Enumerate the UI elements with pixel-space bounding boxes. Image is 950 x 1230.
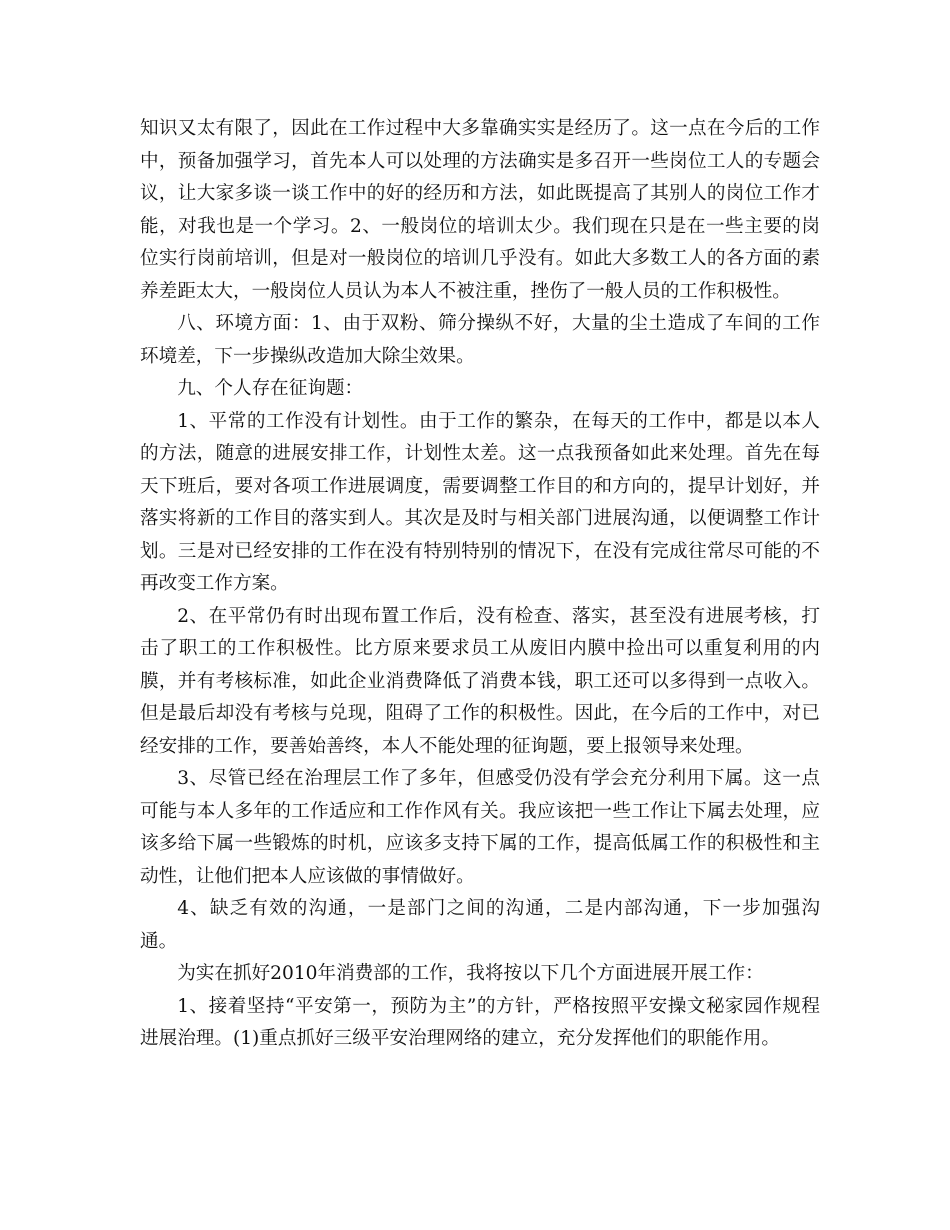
paragraph-issue-4: 4、缺乏有效的沟通，一是部门之间的沟通，二是内部沟通，下一步加强沟通。 bbox=[140, 898, 820, 952]
paragraph-continued-training: 知识又太有限了，因此在工作过程中大多靠确实实是经历了。这一点在今后的工作中，预备加强学习，首先本人可以处理的方法确实是多召开一些岗位工人的专题会议，让大家多谈一谈工作中的好的经历和方法，如此既提高了其别人的岗位工作才能，对我也是一个学习。2、一般岗位的培训太少。我们现在只是在一些主要的岗位实行岗前培训，但是对一般岗位的培训几乎没有。如此大多数工人的各方面的素养差距太大，一般岗位人员认为本人不被注重，挫伤了一般人员的工作积极性。 bbox=[140, 118, 820, 302]
paragraph-environment: 八、环境方面：1、由于双粉、筛分操纵不好，大量的尘土造成了车间的工作环境差，下一步操纵改造加大除尘效果。 bbox=[140, 313, 820, 367]
paragraph-issue-1: 1、平常的工作没有计划性。由于工作的繁杂，在每天的工作中，都是以本人的方法，随意的进展安排工作，计划性太差。这一点我预备如此来处理。首先在每天下班后，要对各项工作进展调度，需要调整工作目的和方向的，提早计划好，并落实将新的工作目的落实到人。其次是及时与相关部门进展沟通，以便调整工作计划。三是对已经安排的工作在没有特别特别的情况下，在没有完成往常尽可能的不再改变工作方案。 bbox=[140, 410, 820, 594]
paragraph-issue-2: 2、在平常仍有时出现布置工作后，没有检查、落实，甚至没有进展考核，打击了职工的工作积极性。比方原来要求员工从废旧内膜中捡出可以重复利用的内膜，并有考核标准，如此企业消费降低了消费本钱，职工还可以多得到一点收入。但是最后却没有考核与兑现，阻碍了工作的积极性。因此，在今后的工作中，对已经安排的工作，要善始善终，本人不能处理的征询题，要上报领导来处理。 bbox=[140, 605, 820, 757]
paragraph-issue-3: 3、尽管已经在治理层工作了多年，但感受仍没有学会充分利用下属。这一点可能与本人多年的工作适应和工作作风有关。我应该把一些工作让下属去处理，应该多给下属一些锻炼的时机，应该多支持下属的工作，提高低属工作的积极性和主动性，让他们把本人应该做的事情做好。 bbox=[140, 768, 820, 887]
paragraph-personal-issues-heading: 九、个人存在征询题： bbox=[177, 378, 364, 399]
paragraph-plan-intro: 为实在抓好2010年消费部的工作，我将按以下几个方面进展开展工作： bbox=[177, 963, 764, 984]
paragraph-plan-1: 1、接着坚持“平安第一，预防为主”的方针，严格按照平安操文秘家园作规程进展治理。(1)重点抓好三级平安治理网络的建立，充分发挥他们的职能作用。 bbox=[140, 995, 820, 1049]
document-body bbox=[140, 113, 820, 1056]
